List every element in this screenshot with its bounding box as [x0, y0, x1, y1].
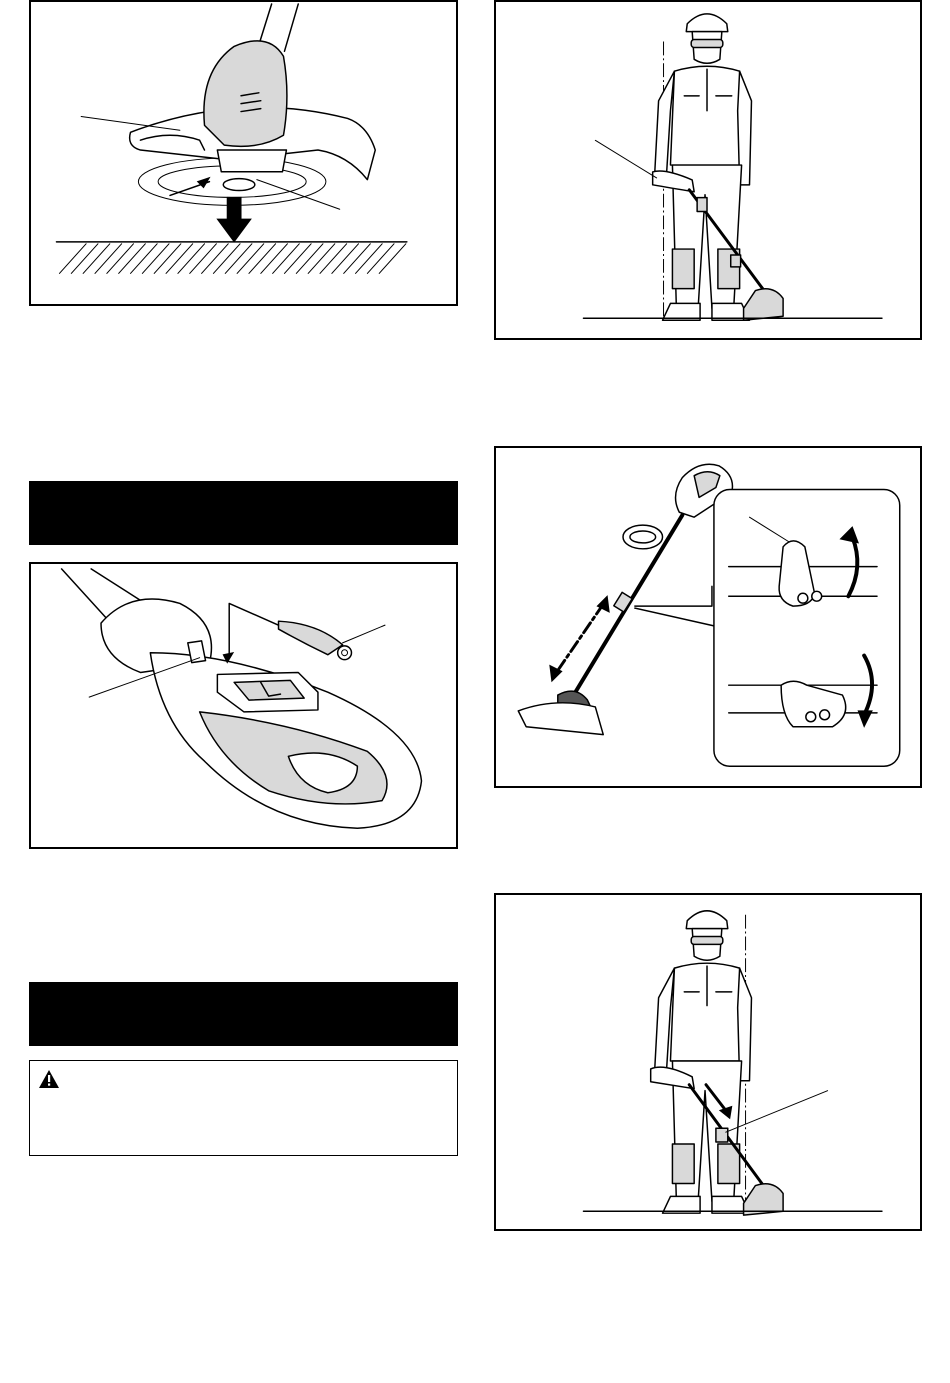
- operator-illustration: [496, 2, 920, 338]
- trimmer-head-illustration: [31, 2, 456, 304]
- section-title-bar-1: [29, 481, 458, 545]
- warning-triangle-icon: [38, 1069, 60, 1089]
- figure-nylon-cord-cutter: [29, 562, 458, 849]
- warning-box: [29, 1060, 458, 1156]
- figure-shaft-length-adjust: [494, 446, 922, 788]
- cord-cutter-illustration: [31, 564, 456, 847]
- section-title-bar-2: [29, 982, 458, 1046]
- shaft-adjust-illustration: [496, 448, 920, 786]
- figure-operator-holding-trimmer: [494, 0, 922, 340]
- operator-adjusted-illustration: [496, 895, 920, 1229]
- figure-trimmer-head-bump: [29, 0, 458, 306]
- figure-operator-adjusted: [494, 893, 922, 1231]
